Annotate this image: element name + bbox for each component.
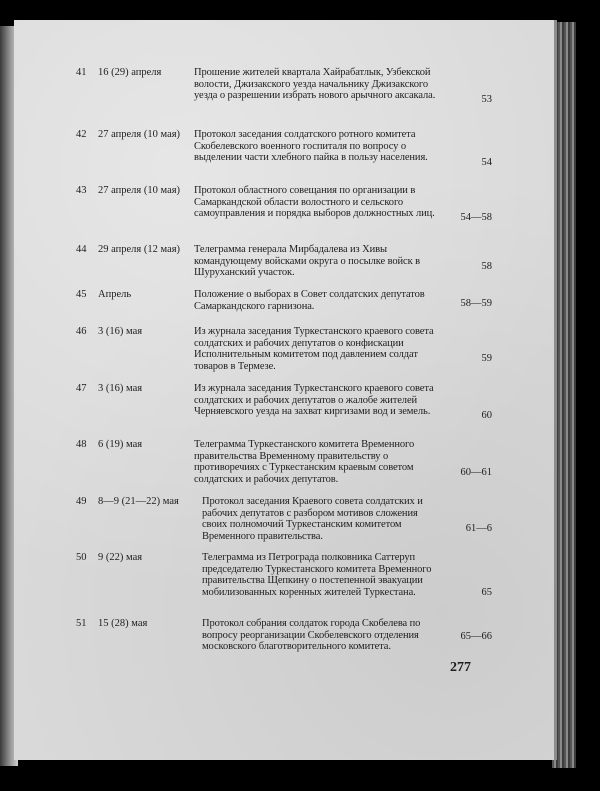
entry-pages: 53 xyxy=(481,94,492,105)
entry-date: 27 апреля (10 мая) xyxy=(98,185,181,196)
entry-date: 27 апреля (10 мая) xyxy=(98,129,181,140)
entry-title: Телеграмма из Петрограда полковника Саттеруп председателю Туркестанского комитета Временного правительства Щепкину о постепенной эвакуации мобилизованных коренных жителей Туркестана. xyxy=(202,552,432,598)
entry-pages: 58 xyxy=(481,261,492,272)
entry-date: 3 (16) мая xyxy=(98,326,143,337)
entry-number: 50 xyxy=(76,552,87,563)
entry-number: 41 xyxy=(76,67,87,78)
entry-number: 46 xyxy=(76,326,87,337)
entry-pages: 54—58 xyxy=(460,212,492,223)
entry-number: 43 xyxy=(76,185,87,196)
entry-number: 47 xyxy=(76,383,87,394)
entry-number: 44 xyxy=(76,244,87,255)
entry-title: Положение о выборах в Совет солдатских депутатов Самаркандского гарнизона. xyxy=(194,289,425,312)
entry-title: Прошение жителей квартала Хайрабатлык, Узбекской волости, Джизакского уезда начальнику Джизакского уезда о разрешении избрать нового арычного аксакала. xyxy=(194,67,436,101)
entry-date: 15 (28) мая xyxy=(98,618,148,629)
entry-date: 16 (29) апреля xyxy=(98,67,162,78)
entry-title: Протокол заседания Краевого совета солдатских и рабочих депутатов с разбором мотивов сложения своих полномочий Туркестанским комитетом Временного правительства. xyxy=(202,496,423,542)
entry-pages: 54 xyxy=(481,157,492,168)
entry-date: 6 (19) мая xyxy=(98,439,143,450)
entry-title: Протокол собрания солдаток города Скобелева по вопросу реорганизации Скобелевского отделения московского благотворительного комитета. xyxy=(202,618,421,652)
entry-pages: 65 xyxy=(481,587,492,598)
entry-number: 49 xyxy=(76,496,87,507)
entry-number: 45 xyxy=(76,289,87,300)
entry-date: 29 апреля (12 мая) xyxy=(98,244,181,255)
entry-pages: 61—6 xyxy=(465,523,492,534)
entry-pages: 59 xyxy=(481,353,492,364)
entry-number: 42 xyxy=(76,129,87,140)
document-page xyxy=(14,20,557,760)
entry-date: 8—9 (21—22) мая xyxy=(98,496,179,507)
entry-date: 3 (16) мая xyxy=(98,383,143,394)
entry-pages: 60—61 xyxy=(460,467,492,478)
entry-title: Телеграмма генерала Мирбадалева из Хивы командующему войсками округа о посылке войск в Шуруханский участок. xyxy=(194,244,420,278)
entry-date: 9 (22) мая xyxy=(98,552,143,563)
entry-title: Из журнала заседания Туркестанского краевого совета солдатских и рабочих депутатов о конфискации Исполнительным комитетом под давлением солдат товаров в Термезе. xyxy=(194,326,434,372)
entry-pages: 60 xyxy=(481,410,492,421)
entry-number: 48 xyxy=(76,439,87,450)
entry-date: Апрель xyxy=(98,289,132,300)
entry-pages: 58—59 xyxy=(460,298,492,309)
entry-title: Телеграмма Туркестанского комитета Временного правительства Временному правительству о противоречиях с Туркестанским краевым советом солдатских и рабочих депутатов. xyxy=(194,439,415,485)
entry-title: Протокол заседания солдатского ротного комитета Скобелевского военного госпиталя по вопросу о выделении части хлебного пайка в пользу населения. xyxy=(194,129,428,163)
page-number: 277 xyxy=(450,660,471,675)
entry-title: Из журнала заседания Туркестанского краевого совета солдатских и рабочих депутатов о жалобе жителей Черняевского уезда на захват киргизами вод и земель. xyxy=(194,383,434,417)
entry-pages: 65—66 xyxy=(460,631,492,642)
entry-title: Протокол областного совещания по организации в Самаркандской области волостного и сельского самоуправления и порядка выборов должностных лиц. xyxy=(194,185,435,219)
entry-number: 51 xyxy=(76,618,87,629)
